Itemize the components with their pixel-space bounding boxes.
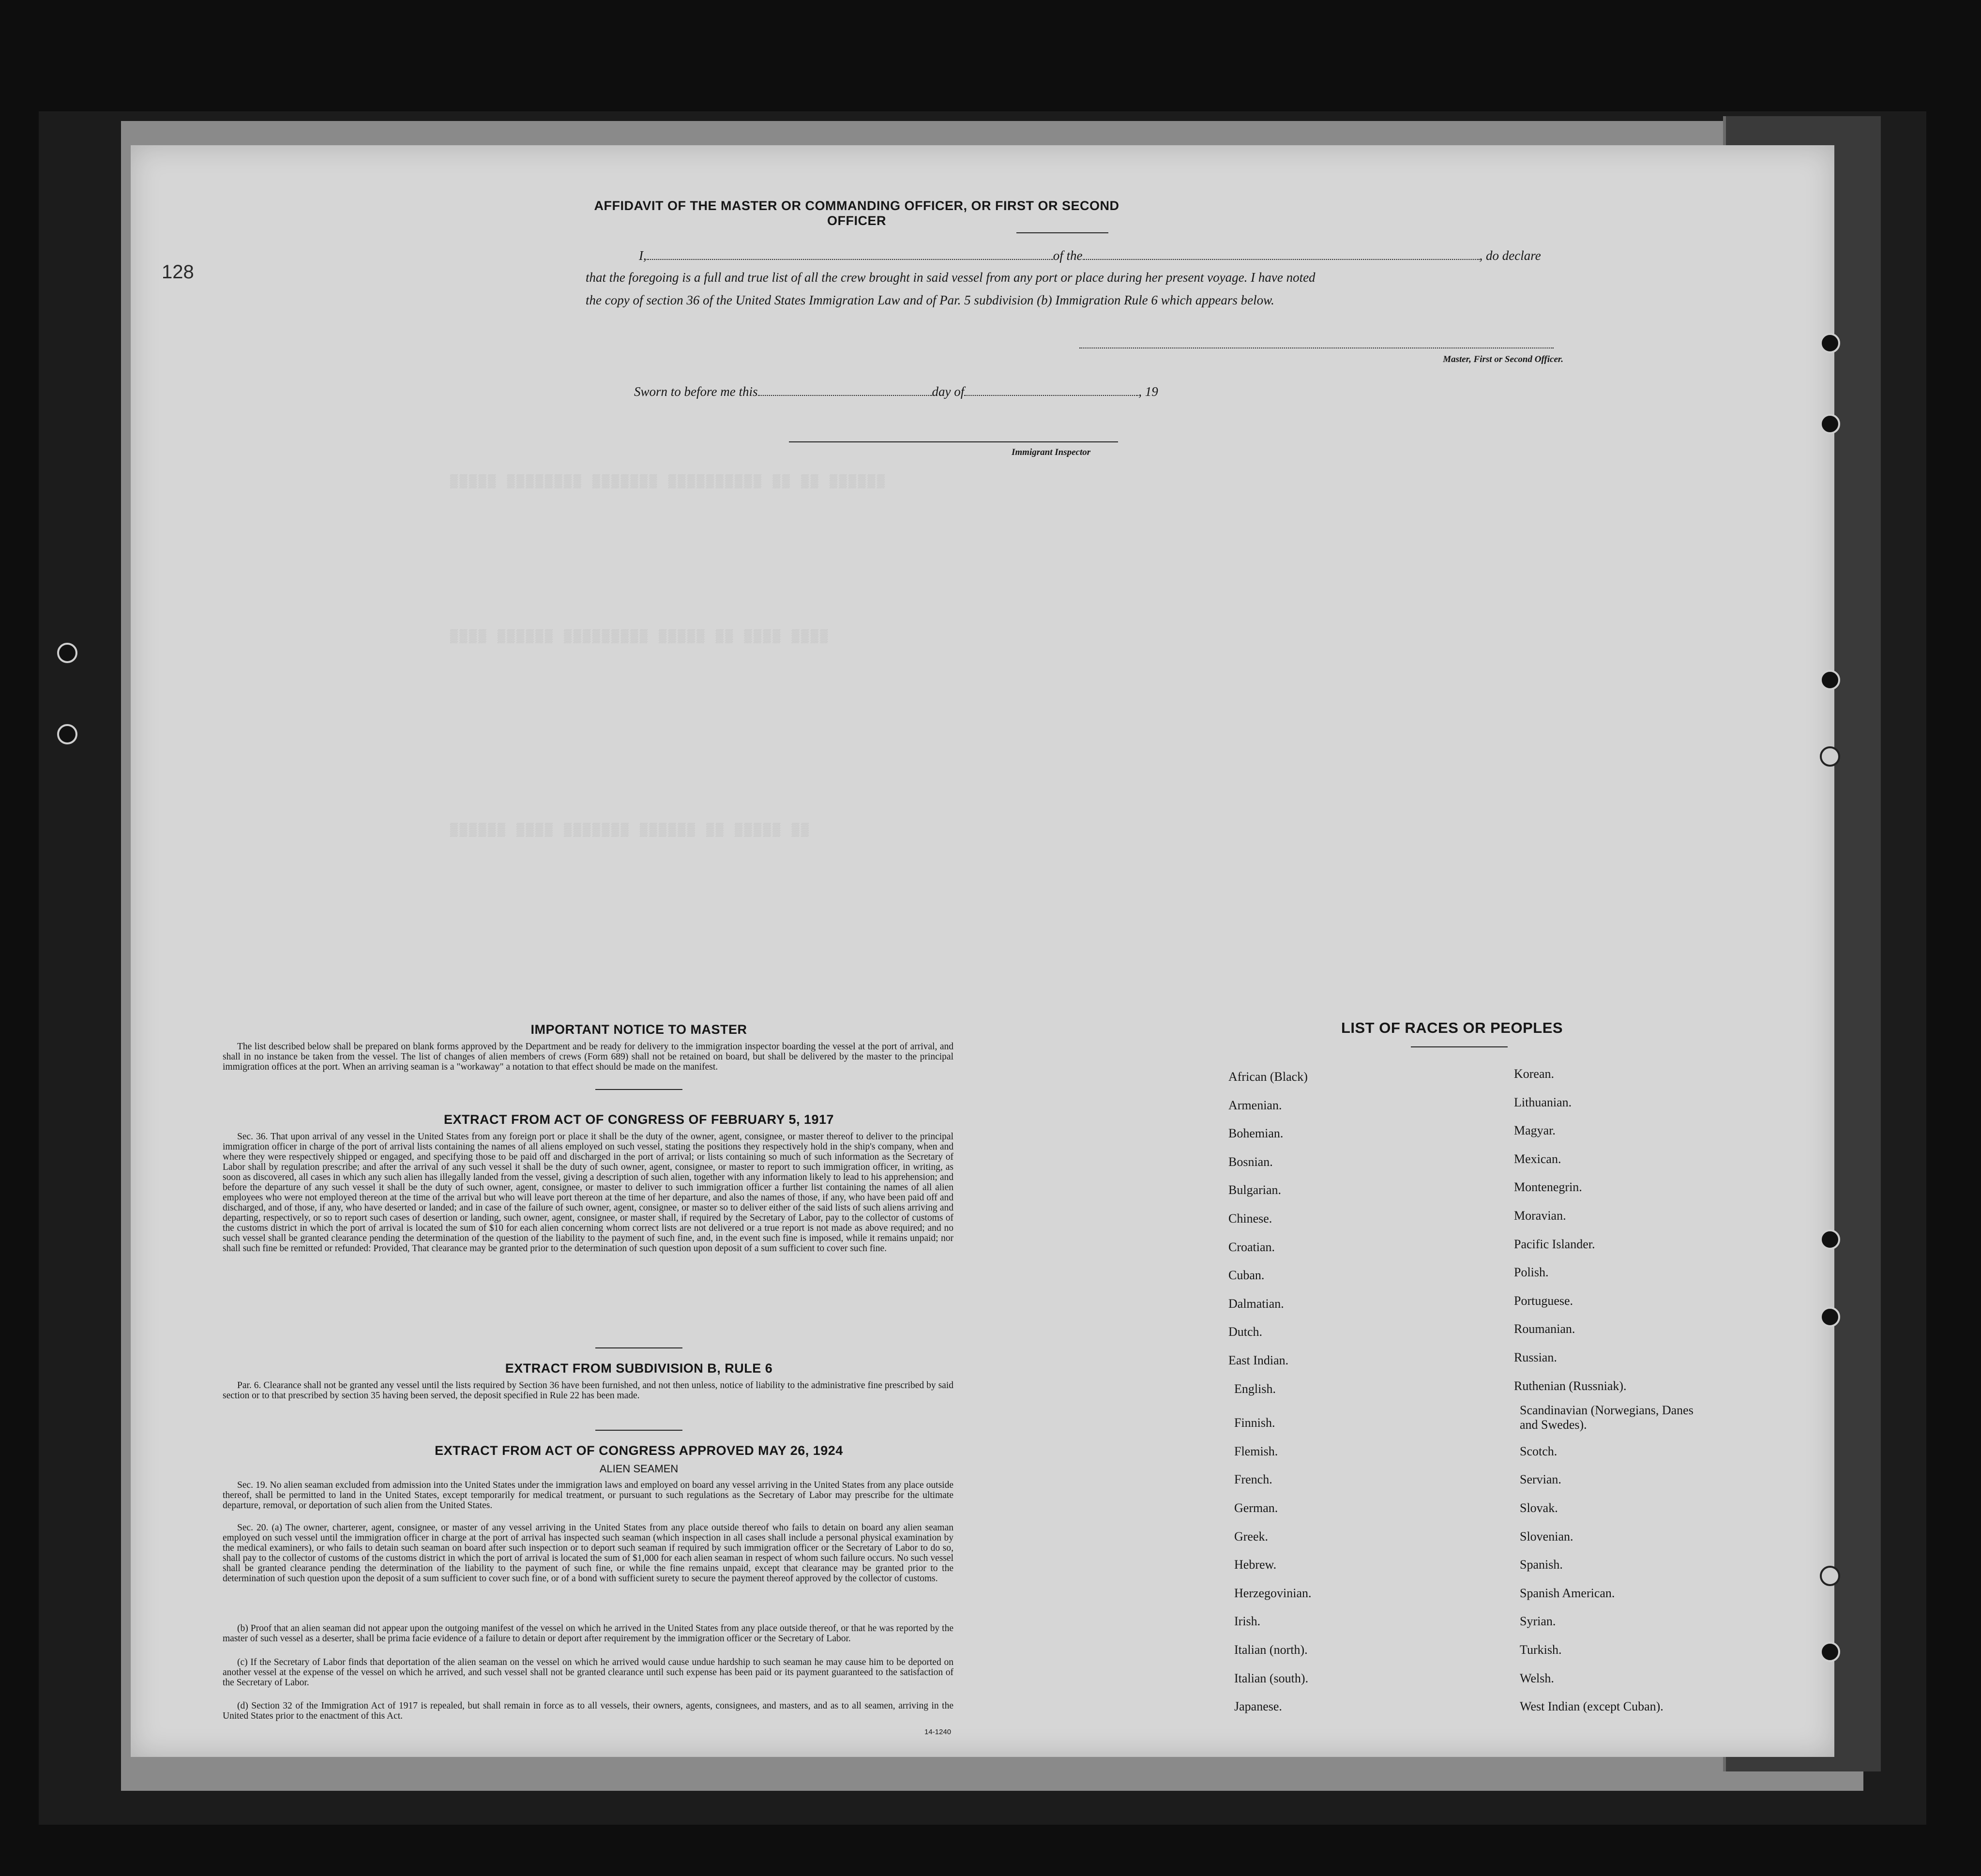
race-item: Dalmatian. — [1228, 1296, 1284, 1311]
affidavit-line-3: the copy of section 36 of the United States Immigration Law and of Par. 5 subdivision (b) Immigration Rule 6 which appears below. — [586, 293, 1274, 307]
manifest-back-page — [131, 145, 1834, 1757]
bleed-through-text: ▒▒▒▒▒▒ ▒▒▒▒ ▒▒▒▒▒▒▒ ▒▒▒▒▒▒ ▒▒ ▒▒▒▒▒ ▒▒ — [450, 823, 811, 837]
bleed-through-text: ▒▒▒▒▒ ▒▒▒▒▒▒▒▒ ▒▒▒▒▒▒▒ ▒▒▒▒▒▒▒▒▒▒ ▒▒ ▒▒ ▒▒▒▒▒▒ — [450, 474, 887, 489]
title-rule — [1016, 232, 1108, 233]
race-item: Servian. — [1520, 1472, 1561, 1487]
race-item: Korean. — [1514, 1067, 1555, 1081]
binder-hole — [1820, 670, 1840, 690]
races-title: LIST OF RACES OR PEOPLES — [1341, 1019, 1563, 1036]
sworn-line — [634, 384, 1263, 399]
race-item: Spanish. — [1520, 1558, 1563, 1572]
inspector-caption: Immigrant Inspector — [1012, 447, 1091, 457]
race-item: Roumanian. — [1514, 1322, 1575, 1336]
binder-hole — [1820, 1229, 1840, 1250]
race-item: Dutch. — [1228, 1325, 1263, 1339]
inspector-signature-line — [789, 441, 1118, 442]
race-item: Italian (north). — [1234, 1643, 1308, 1657]
race-item: Flemish. — [1234, 1444, 1278, 1458]
race-item: Montenegrin. — [1514, 1180, 1582, 1195]
race-item: Russian. — [1514, 1350, 1557, 1364]
race-item: Scandinavian (Norwegians, Danes and Swedes). — [1520, 1403, 1694, 1432]
vessel-fill-line — [1083, 259, 1480, 260]
extract-1917-body: Sec. 36. That upon arrival of any vessel in the United States from any foreign port or place it shall be the duty of the owner, agent, consignee, or master thereof to deliver to the principal immigration officer in charge of the port of arrival lists containing the names of all aliens employed on such vessel, stating the positions they respectively hold in the ship's company, when and where they were respectively shipped or engaged, and specifying those to be paid off and discharged in the port of arrival; or lists containing so much of such information as the Secretary of Labor shall by regulation prescribe; and after the arrival of any such vessel it shall be the duty of such owner, agent, consignee, or master to report to such immigration officer, in writing, as soon as discovered, all cases in which any such alien has illegally landed from the vessel, giving a description of such alien, together with any information likely to lead to his apprehension; and before the departure of any such vessel it shall be the duty of such owner, agent, consignee, or master to deliver to such immigration officer a further list containing the names of all alien employees who were not employed thereon at the time of the arrival but who will leave port thereon at the time of her departure, and also the names of those, if any, who have been paid off and discharged, and of those, if any, who have deserted or landed; and in case of the failure of such owner, agent, consignee, or master so to deliver either of the said lists of such aliens arriving and departing, respectively, or so to report such cases of desertion or landing, such owner, agent, consignee, or master shall, if required by the Secretary of Labor, pay to the collector of customs of the customs district in which the port of arrival is located the sum of $10 for each alien concerning whom correct lists are not delivered or a true report is not made as above required; and no such vessel shall be granted clearance pending the determination of the question of the liability to the payment of such fine, and, in the event such fine is imposed, while it remains unpaid; nor shall such fine be remitted or refunded: Provided, That clearance may be granted prior to the determination of such question upon deposit of a sum sufficient to cover such fine. — [223, 1132, 953, 1254]
extract-1917-title: EXTRACT FROM ACT OF CONGRESS OF FEBRUARY 5, 1917 — [443, 1112, 834, 1127]
sec-20b-text: (b) Proof that an alien seaman did not appear upon the outgoing manifest of the vessel on which he arrived in the United States from any place outside thereof, or that he was reported by the master of such vessel as a deserter, shall be prima facie evidence of a failure to detain or deport after requirement by the immigration officer or the Secretary of Labor. — [223, 1623, 953, 1644]
race-item: Turkish. — [1520, 1643, 1562, 1657]
race-item: Slovak. — [1520, 1501, 1558, 1515]
race-item: Japanese. — [1234, 1699, 1282, 1714]
sec-20d-text: (d) Section 32 of the Immigration Act of 1917 is repealed, but shall remain in force as to all vessels, their owners, agents, consignees, and masters, and as to all seamen, arriving in the United States prior to the enactment of this Act. — [223, 1701, 953, 1721]
extract-1924-title: EXTRACT FROM ACT OF CONGRESS APPROVED MAY 26, 1924 — [435, 1443, 843, 1458]
race-item: Lithuanian. — [1514, 1095, 1572, 1109]
form-number: 14-1240 — [924, 1728, 952, 1736]
binder-hole — [1820, 1642, 1840, 1662]
section-rule — [595, 1430, 682, 1431]
race-item: Scotch. — [1520, 1444, 1558, 1458]
race-item: Herzegovinian. — [1234, 1586, 1312, 1600]
year-label: , 19 — [1138, 384, 1158, 399]
sworn-day-fill-line — [758, 395, 932, 396]
sec-20c-text: (c) If the Secretary of Labor finds that deportation of the alien seaman on the vessel on which he arrived would cause undue hardship to such seaman he may cause him to be deported on another vessel at the expense of the vessel on which he arrived, and such vessel shall not be granted clearance until such expense has been paid or its payment guaranteed to the satisfaction of the Secretary of Labor. — [223, 1657, 953, 1688]
affidavit-of-label: of the — [1053, 248, 1083, 263]
day-of-label: day of — [932, 384, 965, 399]
master-caption: Master, First or Second Officer. — [1443, 354, 1563, 364]
race-item: Polish. — [1514, 1265, 1549, 1280]
binder-hole — [57, 643, 77, 663]
race-item: Italian (south). — [1234, 1671, 1309, 1685]
notice-title: IMPORTANT NOTICE TO MASTER — [530, 1022, 747, 1037]
margin-number-stamp: 128 — [162, 261, 194, 283]
race-item: African (Black) — [1228, 1070, 1308, 1084]
race-item: Hebrew. — [1234, 1558, 1277, 1572]
race-item: Cuban. — [1228, 1268, 1265, 1283]
race-item: Pacific Islander. — [1514, 1237, 1595, 1251]
section-rule — [595, 1089, 682, 1090]
race-item: Bosnian. — [1228, 1154, 1273, 1169]
race-item: Syrian. — [1520, 1614, 1556, 1629]
affidavit-title: AFFIDAVIT OF THE MASTER OR COMMANDING OFFICER, OR FIRST OR SECOND OFFICER — [594, 198, 1119, 228]
race-item: Slovenian. — [1520, 1529, 1573, 1543]
race-item: East Indian. — [1228, 1353, 1289, 1367]
race-item: Magyar. — [1514, 1123, 1556, 1138]
race-item: Bohemian. — [1228, 1126, 1284, 1141]
rule-6-title: EXTRACT FROM SUBDIVISION B, RULE 6 — [505, 1361, 773, 1376]
affidavit-i-label: I, — [639, 248, 647, 263]
race-item: Croatian. — [1228, 1240, 1275, 1254]
binder-hole — [57, 724, 77, 744]
section-rule — [595, 1347, 682, 1348]
race-item: Armenian. — [1228, 1098, 1282, 1112]
extract-1924-subtitle: ALIEN SEAMEN — [599, 1463, 679, 1475]
race-item: English. — [1234, 1381, 1276, 1396]
race-item: Finnish. — [1234, 1416, 1275, 1430]
notice-body: The list described below shall be prepared on blank forms approved by the Department and be ready for delivery to the immigration inspector boarding the vessel at the port of arrival, and shall in no instance be taken from the vessel. The list of changes of alien members of crews (Form 689) shall not be retained on board, but shall be delivered by the master to the principal immigration offices at the port. When an arriving seaman is a "workaway" a notation to that effect should be made on the manifest. — [223, 1042, 953, 1072]
affidavit-declaration-line — [639, 248, 1699, 263]
race-item: German. — [1234, 1501, 1278, 1515]
race-item: Chinese. — [1228, 1211, 1272, 1225]
race-item: French. — [1234, 1472, 1272, 1487]
race-item: Portuguese. — [1514, 1293, 1573, 1308]
race-item: Moravian. — [1514, 1209, 1566, 1223]
race-item: West Indian (except Cuban). — [1520, 1699, 1663, 1714]
binder-hole — [1820, 1307, 1840, 1327]
sec-19-text: Sec. 19. No alien seaman excluded from admission into the United States under the immigration laws and employed on board any vessel arriving in the United States from any place outside thereof, shall be permitted to land in the United States, except temporarily for medical treatment, or pursuant to such regulations as the Secretary of Labor may prescribe for the ultimate departure, removal, or deportation of such alien from the United States. — [223, 1480, 953, 1511]
affidavit-line-2: that the foregoing is a full and true list of all the crew brought in said vessel from any port or place during her present voyage. I have noted — [586, 270, 1316, 285]
binder-hole — [1820, 333, 1840, 353]
bleed-through-text: ▒▒▒▒ ▒▒▒▒▒▒ ▒▒▒▒▒▒▒▒▒ ▒▒▒▒▒ ▒▒ ▒▒▒▒ ▒▒▒▒ — [450, 629, 830, 644]
binder-hole — [1820, 1566, 1840, 1586]
sworn-month-fill-line — [964, 395, 1138, 396]
binder-hole — [1820, 746, 1840, 767]
race-item: Mexican. — [1514, 1151, 1561, 1166]
race-item: Irish. — [1234, 1614, 1261, 1629]
sec-20a-text: Sec. 20. (a) The owner, charterer, agent, consignee, or master of any vessel arriving in the United States from any place outside thereof who fails to detain on board any alien seaman employed on such vessel until the immigration officer in charge at the port of arrival has inspected such seaman (which inspection in all cases shall include a personal physical examination by the medical examiners), or who fails to detain such seaman on board after such inspection or to deport such seaman if required by such immigration officer or the Secretary of Labor to do so, shall pay to the collector of customs of the customs district in which the port of arrival is located the sum of $1,000 for each alien seaman in respect of whom such failure occurs. No such vessel shall be granted clearance pending the determination of the liability to the payment of such fine, or while the fine remains unpaid, except that clearance may be granted prior to the determination of such question upon the deposit of a sum sufficient to cover such fine, or of a bond with sufficient surety to secure the payment thereof approved by the collector of customs. — [223, 1523, 953, 1584]
race-item: Greek. — [1234, 1529, 1269, 1543]
race-item: Ruthenian (Russniak). — [1514, 1378, 1627, 1393]
name-fill-line — [647, 259, 1053, 260]
race-item: Bulgarian. — [1228, 1183, 1282, 1197]
affidavit-declare-label: , do declare — [1479, 248, 1541, 263]
rule-6-body: Par. 6. Clearance shall not be granted any vessel until the lists required by Section 36 have been furnished, and not then unless, notice of liability to the administrative fine prescribed by said section or to that prescribed by section 35 having been served, the deposit specified in Rule 22 has been made. — [223, 1380, 953, 1401]
races-title-rule — [1411, 1046, 1508, 1047]
binder-hole — [1820, 414, 1840, 434]
sworn-label: Sworn to before me this — [634, 384, 758, 399]
race-item: Spanish American. — [1520, 1586, 1615, 1600]
race-item: Welsh. — [1520, 1671, 1554, 1685]
